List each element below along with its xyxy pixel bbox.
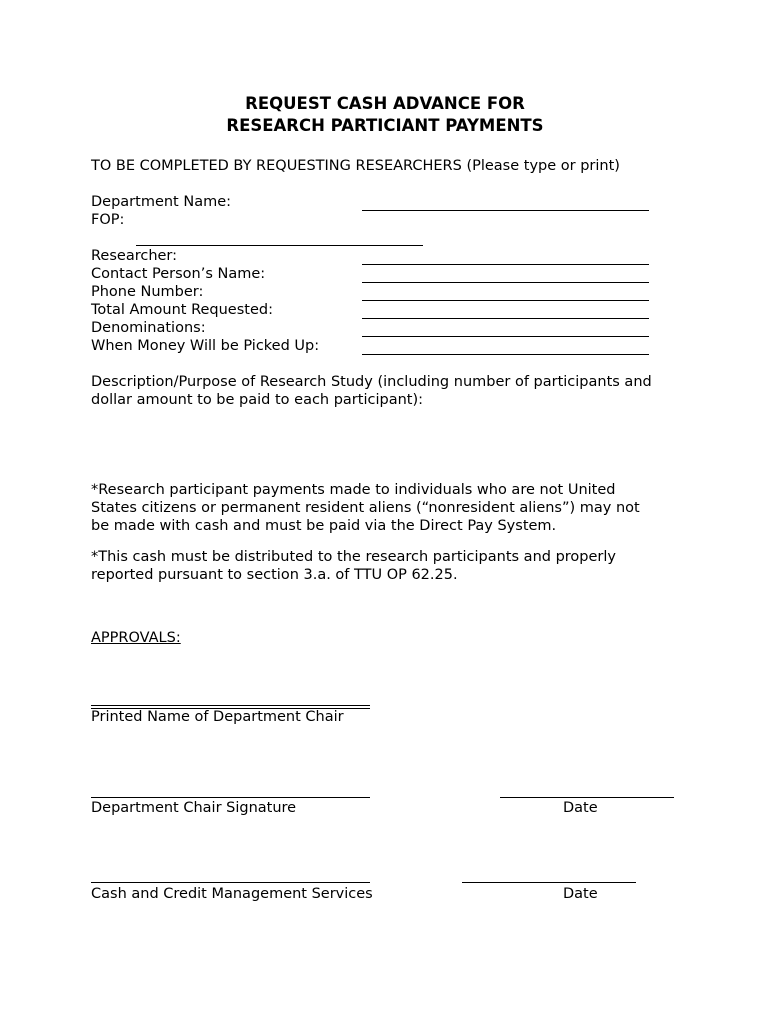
pickup-time-label: When Money Will be Picked Up: [91, 338, 320, 354]
note-2-line-1: *This cash must be distributed to the research participants and properly [91, 549, 616, 565]
cash-credit-date-label: Date [563, 886, 598, 902]
total-amount-field[interactable] [362, 318, 649, 319]
researcher-label: Researcher: [91, 248, 178, 264]
department-name-label: Department Name: [91, 194, 232, 210]
contact-person-label: Contact Person’s Name: [91, 266, 266, 282]
denominations-field[interactable] [362, 336, 649, 337]
contact-person-field[interactable] [362, 282, 649, 283]
cash-credit-label: Cash and Credit Management Services [91, 886, 373, 902]
instructions-text: TO BE COMPLETED BY REQUESTING RESEARCHERS (Please type or print) [91, 158, 620, 174]
printed-name-line-top [91, 705, 370, 706]
form-title-line-2: RESEARCH PARTICIANT PAYMENTS [226, 116, 544, 135]
note-1-line-1: *Research participant payments made to individuals who are not United [91, 482, 616, 498]
cash-credit-date-field[interactable] [462, 882, 636, 883]
description-line-2: dollar amount to be paid to each participant): [91, 392, 423, 408]
total-amount-label: Total Amount Requested: [91, 302, 273, 318]
researcher-field[interactable] [362, 264, 649, 265]
note-1-line-2: States citizens or permanent resident aliens (“nonresident aliens”) may not [91, 500, 640, 516]
chair-date-field[interactable] [500, 797, 674, 798]
note-2-line-2: reported pursuant to section 3.a. of TTU OP 62.25. [91, 567, 458, 583]
phone-number-label: Phone Number: [91, 284, 204, 300]
pickup-time-field[interactable] [362, 354, 649, 355]
note-1-line-3: be made with cash and must be paid via the Direct Pay System. [91, 518, 557, 534]
form-title-line-1: REQUEST CASH ADVANCE FOR [245, 94, 525, 113]
chair-signature-label: Department Chair Signature [91, 800, 297, 816]
cash-credit-signature-field[interactable] [91, 882, 370, 883]
fop-field[interactable] [136, 245, 423, 246]
chair-signature-field[interactable] [91, 797, 370, 798]
printed-name-label: Printed Name of Department Chair [91, 709, 344, 725]
chair-date-label: Date [563, 800, 598, 816]
denominations-label: Denominations: [91, 320, 206, 336]
fop-label: FOP: [91, 212, 125, 228]
department-name-field[interactable] [362, 210, 649, 211]
description-line-1: Description/Purpose of Research Study (including number of participants and [91, 374, 652, 390]
approvals-heading: APPROVALS: [91, 630, 181, 646]
phone-number-field[interactable] [362, 300, 649, 301]
